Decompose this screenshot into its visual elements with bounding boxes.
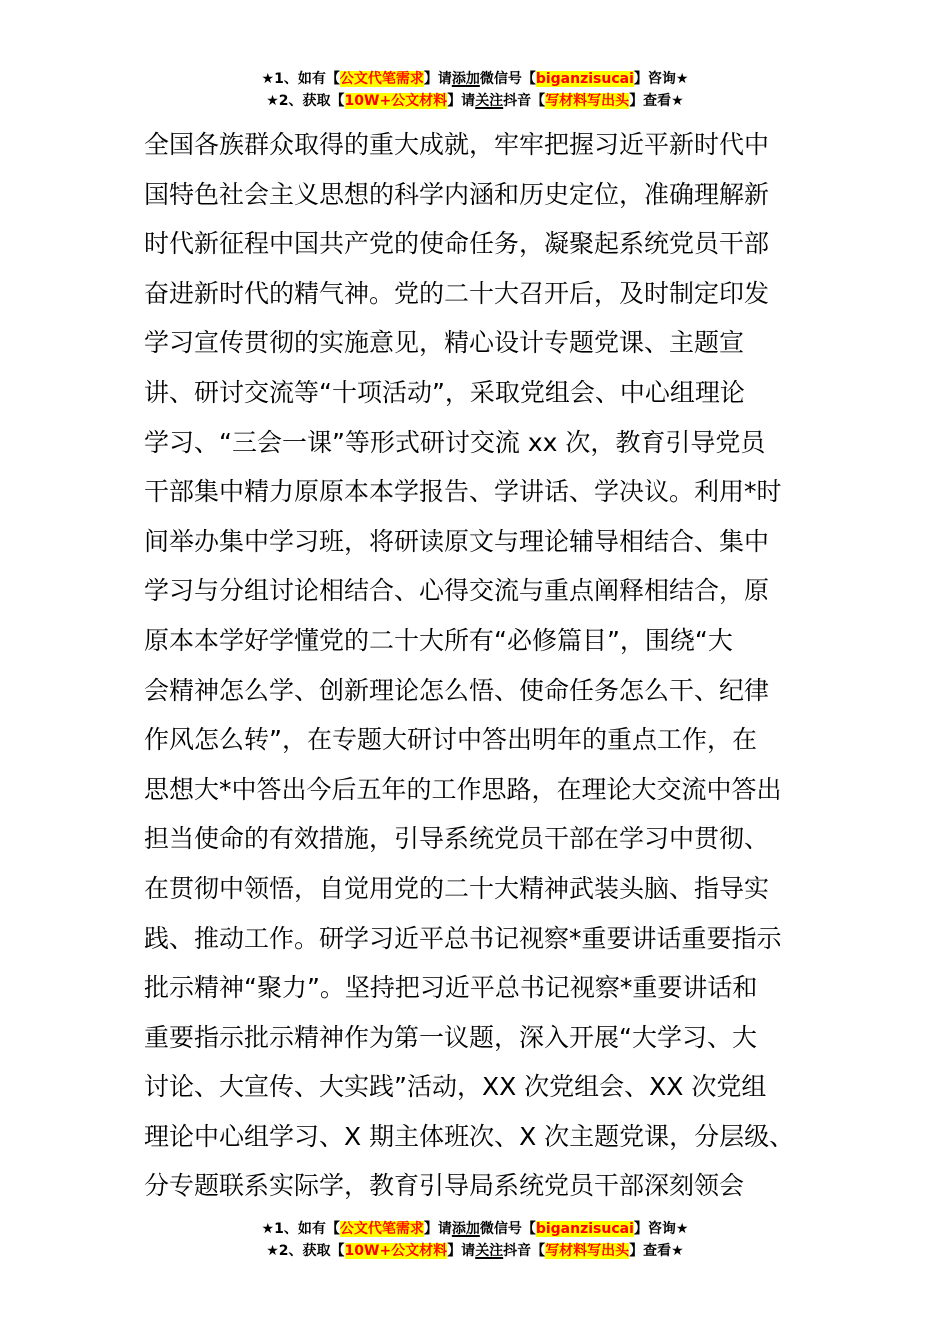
body-line: 重要指示批示精神作为第一议题，深入开展“大学习、大 xyxy=(144,1022,757,1052)
banner-line-2-highlight-materials: 10W+公文材料 xyxy=(344,93,448,109)
banner-line-1-underline: 添加 xyxy=(451,71,480,87)
footer-line-2-highlight-materials: 10W+公文材料 xyxy=(344,1243,448,1259)
banner-line-1-highlight-service: 公文代笔需求 xyxy=(339,71,424,87)
banner-line-2-prefix: ★2、获取【 xyxy=(266,93,345,109)
body-line: 分专题联系实际学，教育引导局系统党员干部深刻领会 xyxy=(144,1171,745,1201)
banner-line-1-mid: 】请 xyxy=(423,71,452,87)
banner-line-1-prefix: ★1、如有【 xyxy=(261,71,340,87)
footer-line-1-prefix: ★1、如有【 xyxy=(261,1221,340,1237)
body-line: 践、推动工作。研学习近平总书记视察*重要讲话重要指示 xyxy=(144,923,782,953)
body-line: 作风怎么转”，在专题大研讨中答出明年的重点工作，在 xyxy=(144,725,757,755)
banner-line-1-highlight-wechat: biganzisucai xyxy=(535,71,634,87)
footer-line-2-mid-2: 抖音【 xyxy=(503,1243,546,1259)
body-line: 奋进新时代的精气神。党的二十大召开后，及时制定印发 xyxy=(144,278,770,308)
footer-line-1-mid: 】请 xyxy=(423,1221,452,1237)
body-line: 时代新征程中国共产党的使命任务，凝聚起系统党员干部 xyxy=(144,229,770,259)
body-line: 原本本学好学懂党的二十大所有“必修篇目”，围绕“大 xyxy=(144,625,733,655)
footer-line-1 xyxy=(0,1218,950,1240)
body-line: 讲、研讨交流等“十项活动”，采取党组会、中心组理论 xyxy=(144,377,745,407)
footer-line-2-underline: 关注 xyxy=(475,1243,504,1259)
body-line: 会精神怎么学、创新理论怎么悟、使命任务怎么干、纪律 xyxy=(144,675,770,705)
footer-line-1-suffix: 】咨询★ xyxy=(633,1221,689,1237)
body-line: 国特色社会主义思想的科学内涵和历史定位，准确理解新 xyxy=(144,179,770,209)
document-body xyxy=(144,120,812,1211)
header-banner xyxy=(0,68,950,112)
banner-line-2-suffix: 】查看★ xyxy=(629,93,684,109)
body-line: 理论中心组学习、X 期主体班次、X 次主题党课，分层级、 xyxy=(144,1121,795,1151)
footer-line-2-suffix: 】查看★ xyxy=(629,1243,684,1259)
banner-line-2 xyxy=(0,90,950,112)
footer-line-1-highlight-wechat: biganzisucai xyxy=(535,1221,634,1237)
body-line: 干部集中精力原原本本学报告、学讲话、学决议。利用*时 xyxy=(144,477,782,507)
body-line: 在贯彻中领悟，自觉用党的二十大精神武装头脑、指导实 xyxy=(144,873,770,903)
footer-line-2-prefix: ★2、获取【 xyxy=(266,1243,345,1259)
body-line: 学习宣传贯彻的实施意见，精心设计专题党课、主题宣 xyxy=(144,328,745,358)
footer-line-1-highlight-service: 公文代笔需求 xyxy=(339,1221,424,1237)
banner-line-2-mid-2: 抖音【 xyxy=(503,93,546,109)
body-line: 学习、“三会一课”等形式研讨交流 xx 次，教育引导党员 xyxy=(144,427,766,457)
footer-line-1-underline: 添加 xyxy=(451,1221,480,1237)
body-line: 间举办集中学习班，将研读原文与理论辅导相结合、集中 xyxy=(144,526,770,556)
footer-line-2 xyxy=(0,1240,950,1262)
banner-line-1-mid-2: 微信号【 xyxy=(479,71,536,87)
footer-line-2-mid: 】请 xyxy=(447,1243,476,1259)
footer-line-1-mid-2: 微信号【 xyxy=(479,1221,536,1237)
banner-line-1 xyxy=(0,68,950,90)
footer-banner xyxy=(0,1218,950,1262)
banner-line-2-highlight-douyin: 写材料写出头 xyxy=(545,93,630,109)
body-line: 思想大*中答出今后五年的工作思路，在理论大交流中答出 xyxy=(144,774,782,804)
banner-line-2-mid: 】请 xyxy=(447,93,476,109)
banner-line-2-underline: 关注 xyxy=(475,93,504,109)
footer-line-2-highlight-douyin: 写材料写出头 xyxy=(545,1243,630,1259)
banner-line-1-suffix: 】咨询★ xyxy=(633,71,689,87)
body-line: 担当使命的有效措施，引导系统党员干部在学习中贯彻、 xyxy=(144,824,770,854)
body-line: 批示精神“聚力”。坚持把习近平总书记视察*重要讲话和 xyxy=(144,973,758,1003)
body-line: 讨论、大宣传、大实践”活动，XX 次党组会、XX 次党组 xyxy=(144,1072,767,1102)
body-line: 学习与分组讨论相结合、心得交流与重点阐释相结合，原 xyxy=(144,576,770,606)
body-line: 全国各族群众取得的重大成就，牢牢把握习近平新时代中 xyxy=(144,130,770,159)
